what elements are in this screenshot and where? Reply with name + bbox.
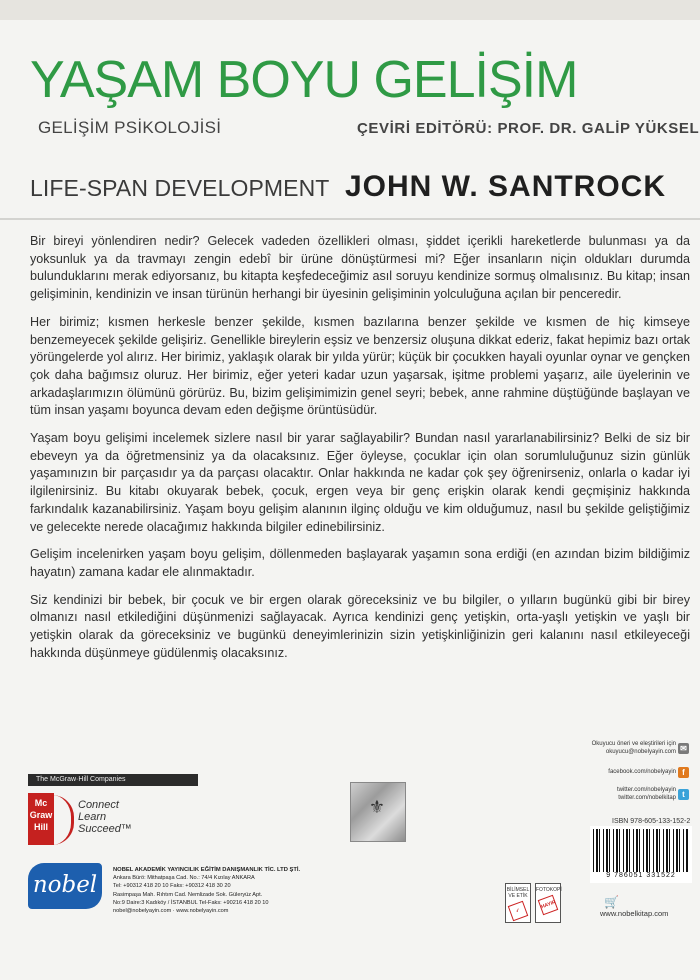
barcode-bars (593, 829, 689, 872)
tagline-line: Succeed™ (78, 823, 132, 835)
publisher-line: Rasimpaşa Mah. Rıhtım Cad. Nemlizade Sok. Güleryüz Apt. (113, 891, 263, 898)
blurb-paragraph: Bir bireyi yönlendiren nedir? Gelecek vadeden özellikleri olması, şiddet içerikli hareketlerde bulunması ya da yoksunluk ya da travmayı zengin edebî bir ürüne dönüştürmesi mi? Eğer insanların niçin oldukları durumda bulunduklarını merak ediyorsanız, bu kitapta keşfedeceğimiz asıl soruyu kendinize sormuş olmalısınız. Bu kitap; insan gelişiminin, kendinizin ve insan türünün herhangi bir üyesinin gelişiminin yolculuğuna açılan bir penceredir. (30, 234, 690, 302)
tagline-line: Connect (78, 799, 119, 811)
blurb-paragraph: Yaşam boyu gelişimi incelemek sizlere nasıl bir yarar sağlayabilir? Bundan nasıl yararlanabilirsiniz? Belki de siz bir ebeveyn ya da öğretmensiniz ya da olacaksınız. Eğer öyleyse, çocuklar için olan sorumluluğunuz sizin günlük yaşamınızın bir parçasıdır ya da parçası olacaktır. Onlar hakkında ne kadar çok şey öğrenirseniz, onlarla o kadar iyi ilgilenirsiniz. Bu kitabı okuyarak bebek, çocuk, ergen veya bir genç erişkin olarak kendi geçmişiniz hakkında farkındalık kazanabilirsiniz. Yaşam boyu gelişim alanının ilginç olduğu ve kim olduğumuz, nasıl bu şekilde geliştiğimiz ve gelecekte nerede olacağımız hakkında bilgiler edinebilirsiniz. (30, 431, 690, 534)
swoosh-icon (52, 795, 74, 845)
website[interactable]: www.nobelkitap.com (600, 909, 669, 918)
publisher-info (113, 866, 343, 915)
mcgraw-tagline (78, 799, 132, 835)
badges (505, 883, 595, 928)
nobel-logo: nobel (28, 863, 102, 909)
publisher-line: Tel: +90312 418 20 10 Faks: +90312 418 30 20 (113, 883, 231, 890)
logo-line: Hill (33, 822, 48, 832)
mcgraw-hill-logo (28, 793, 54, 845)
blurb-paragraph: Gelişim incelenirken yaşam boyu gelişim, döllenmeden başlayarak yaşamın sona erdiği (en azından bizim bildiğimiz hayatın) zamana kadar ele alınmaktadır. (30, 547, 690, 579)
seal-icon: ⚜ (368, 797, 386, 817)
twitter-link[interactable]: twitter.com/nobelkitap (618, 795, 676, 801)
barcode (590, 826, 692, 883)
publisher-line: nobel@nobelyayin.com · www.nobelyayin.com (113, 908, 229, 915)
author-name: JOHN W. SANTROCK (345, 170, 667, 203)
badge-label: FOTOKOPİ (536, 887, 562, 893)
book-subtitle: GELİŞİM PSİKOLOJİSİ (38, 118, 222, 137)
blurb-paragraph: Siz kendinizi bir bebek, bir çocuk ve bir ergen olarak göreceksiniz ve bu bilgiler, o yılların bugünkü gibi bir birey olmanızı nasıl etkilediğini düşünmenizi sağlayacak. Ayrıca kendinizi genç yetişkin, orta-yaşlı yetişkin ve yaşlı bir yetişkin olarak da göreceksiniz ve bugünkü deneyimlerinizin sizin yetişkinliğinizin geri kalanını nasıl etkileyeceği hakkında düşünmeye güdülenmiş olacaksınız. (30, 592, 690, 660)
blurb-paragraph: Her birimiz; kısmen herkesle benzer şekilde, kısmen bazılarına benzer şekilde ve kısmen de hiç kimseye benzemeyecek şekilde gelişiriz. Genellikle bireylerin eşsiz ve benzersiz oluşuna dikkat ederiz, fakat hepimiz bazı ortak yörüngelerde yol alırız. Her birimiz, yaklaşık olarak bir yılda yürür; küçük bir çocukken hayali oyunlar oynar ve gençken çok daha bağımsız oluruz. Her birimiz, eğer yeteri kadar uzun yaşarsak, işitme problemi yaşarız, aile üyelerinin ve arkadaşlarımızın ölümünü görürüz. Bu, bizim gelişimimizin genel seyri; bebek, anne rahmine düştüğünde başlayan ve tüm insan yaşamı boyunca devam eden değişme örüntüsüdür. (30, 314, 690, 418)
mail-icon: ✉ (678, 743, 689, 754)
twitter-link[interactable]: twitter.com/nobelyayin (616, 787, 676, 793)
publisher-line: No:9 Daire:3 Kadıköy / İSTANBUL Tel-Faks: +90216 418 20 10 (113, 899, 269, 906)
barcode-digits: 9 786051 331522 (606, 872, 676, 879)
facebook-icon: f (678, 767, 689, 778)
facebook-link[interactable]: facebook.com/nobelyayin (608, 769, 676, 775)
badge-label: BİLİMSEL VE ETİK (506, 887, 530, 899)
cart-icon: 🛒 (604, 895, 619, 909)
photocopy-badge (535, 883, 561, 923)
top-band (0, 0, 700, 20)
twitter-icon: t (678, 789, 689, 800)
translation-editor: ÇEVİRİ EDİTÖRÜ: PROF. DR. GALİP YÜKSEL (357, 120, 700, 137)
publisher-footer (0, 735, 700, 980)
stamp-icon: HAYIR (538, 895, 559, 916)
hologram-sticker (350, 782, 406, 842)
check-icon: ✓ (508, 901, 529, 922)
divider (0, 218, 700, 220)
ethics-badge (505, 883, 531, 923)
mail-note: Okuyucu öneri ve eleştirileri için (591, 741, 676, 747)
mcgraw-hill-bar: The McGraw·Hill Companies (28, 774, 198, 786)
publisher-line: Ankara Bürö: Mithatpaşa Cad. No.: 74/4 Kızılay ANKARA (113, 875, 255, 882)
logo-line: Graw (29, 810, 53, 820)
mail-address: okuyucu@nobelyayin.com (605, 749, 676, 755)
original-title: LIFE-SPAN DEVELOPMENT (30, 175, 330, 201)
blurb (30, 233, 690, 672)
isbn: ISBN 978-605-133-152-2 (612, 818, 691, 825)
publisher-name: NOBEL AKADEMİK YAYINCILIK EĞİTİM DANIŞMANLIK TİC. LTD ŞTİ. (113, 867, 301, 873)
tagline-line: Learn (78, 811, 107, 823)
logo-line: Mc (34, 798, 48, 808)
book-title: YAŞAM BOYU GELİŞİM (30, 51, 578, 109)
